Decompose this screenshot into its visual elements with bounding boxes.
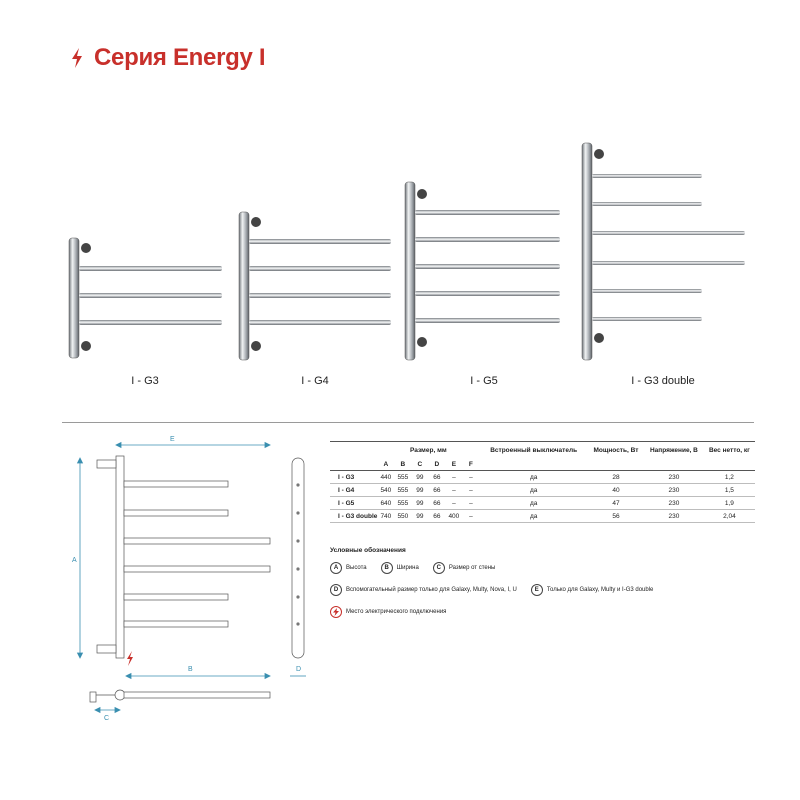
page-title [70,44,265,72]
product-label-i-g3-double: I - G3 double [631,375,695,387]
legend-item-a: A Высота [330,562,367,574]
product-i-g5 [405,182,560,360]
legend-item-connection: Место электрического подключения [330,606,446,618]
table-row: I - G3 440 555 99 66 – – да 28 230 1,2 [330,471,755,484]
legend-item-c: C Размер от стены [433,562,496,574]
table-row: I - G3 double 740 550 99 66 400 – да 56 230 2,04 [330,510,755,523]
th-switch: Встроенный выключатель [479,442,588,459]
products-illustration [0,130,800,370]
th-b: B [394,458,411,471]
dim-label-e: E [170,436,175,443]
dim-label-d: D [296,666,302,673]
legend [330,547,760,628]
th-voltage: Напряжение, В [644,442,704,459]
section-divider [62,422,754,423]
lightning-icon [70,47,84,69]
th-d: D [428,458,445,471]
th-e: E [445,458,462,471]
spec-table [330,441,755,523]
legend-title: Условные обозначения [330,547,406,554]
dim-label-c: C [104,715,110,720]
table-row: I - G5 640 555 99 66 – – да 47 230 1,9 [330,497,755,510]
legend-item-e: E Только для Galaxy, Multy и I-G3 double [531,584,654,596]
product-label-i-g4: I - G4 [301,375,329,387]
legend-item-b: B Ширина [381,562,419,574]
product-i-g3 [69,238,222,358]
technical-drawing [60,430,330,720]
dim-label-b: B [188,666,193,673]
th-c: C [411,458,428,471]
th-weight: Вес нетто, кг [704,442,755,459]
page-title-text: Серия Energy I [94,44,266,71]
product-i-g4 [239,212,391,360]
th-a: A [377,458,394,471]
connection-bolt-icon [127,651,133,666]
th-power: Мощность, Вт [588,442,644,459]
table-row: I - G4 540 555 99 66 – – да 40 230 1,5 [330,484,755,497]
th-f: F [462,458,479,471]
legend-item-d: D Вспомогательный размер только для Galaxy, Multy, Nova, I, U [330,584,517,596]
th-size: Размер, мм [377,442,479,459]
product-i-g3-double [582,143,745,360]
dim-label-a: A [72,557,77,564]
product-label-i-g5: I - G5 [470,375,498,387]
lightning-icon [330,606,342,618]
product-label-i-g3: I - G3 [131,375,159,387]
